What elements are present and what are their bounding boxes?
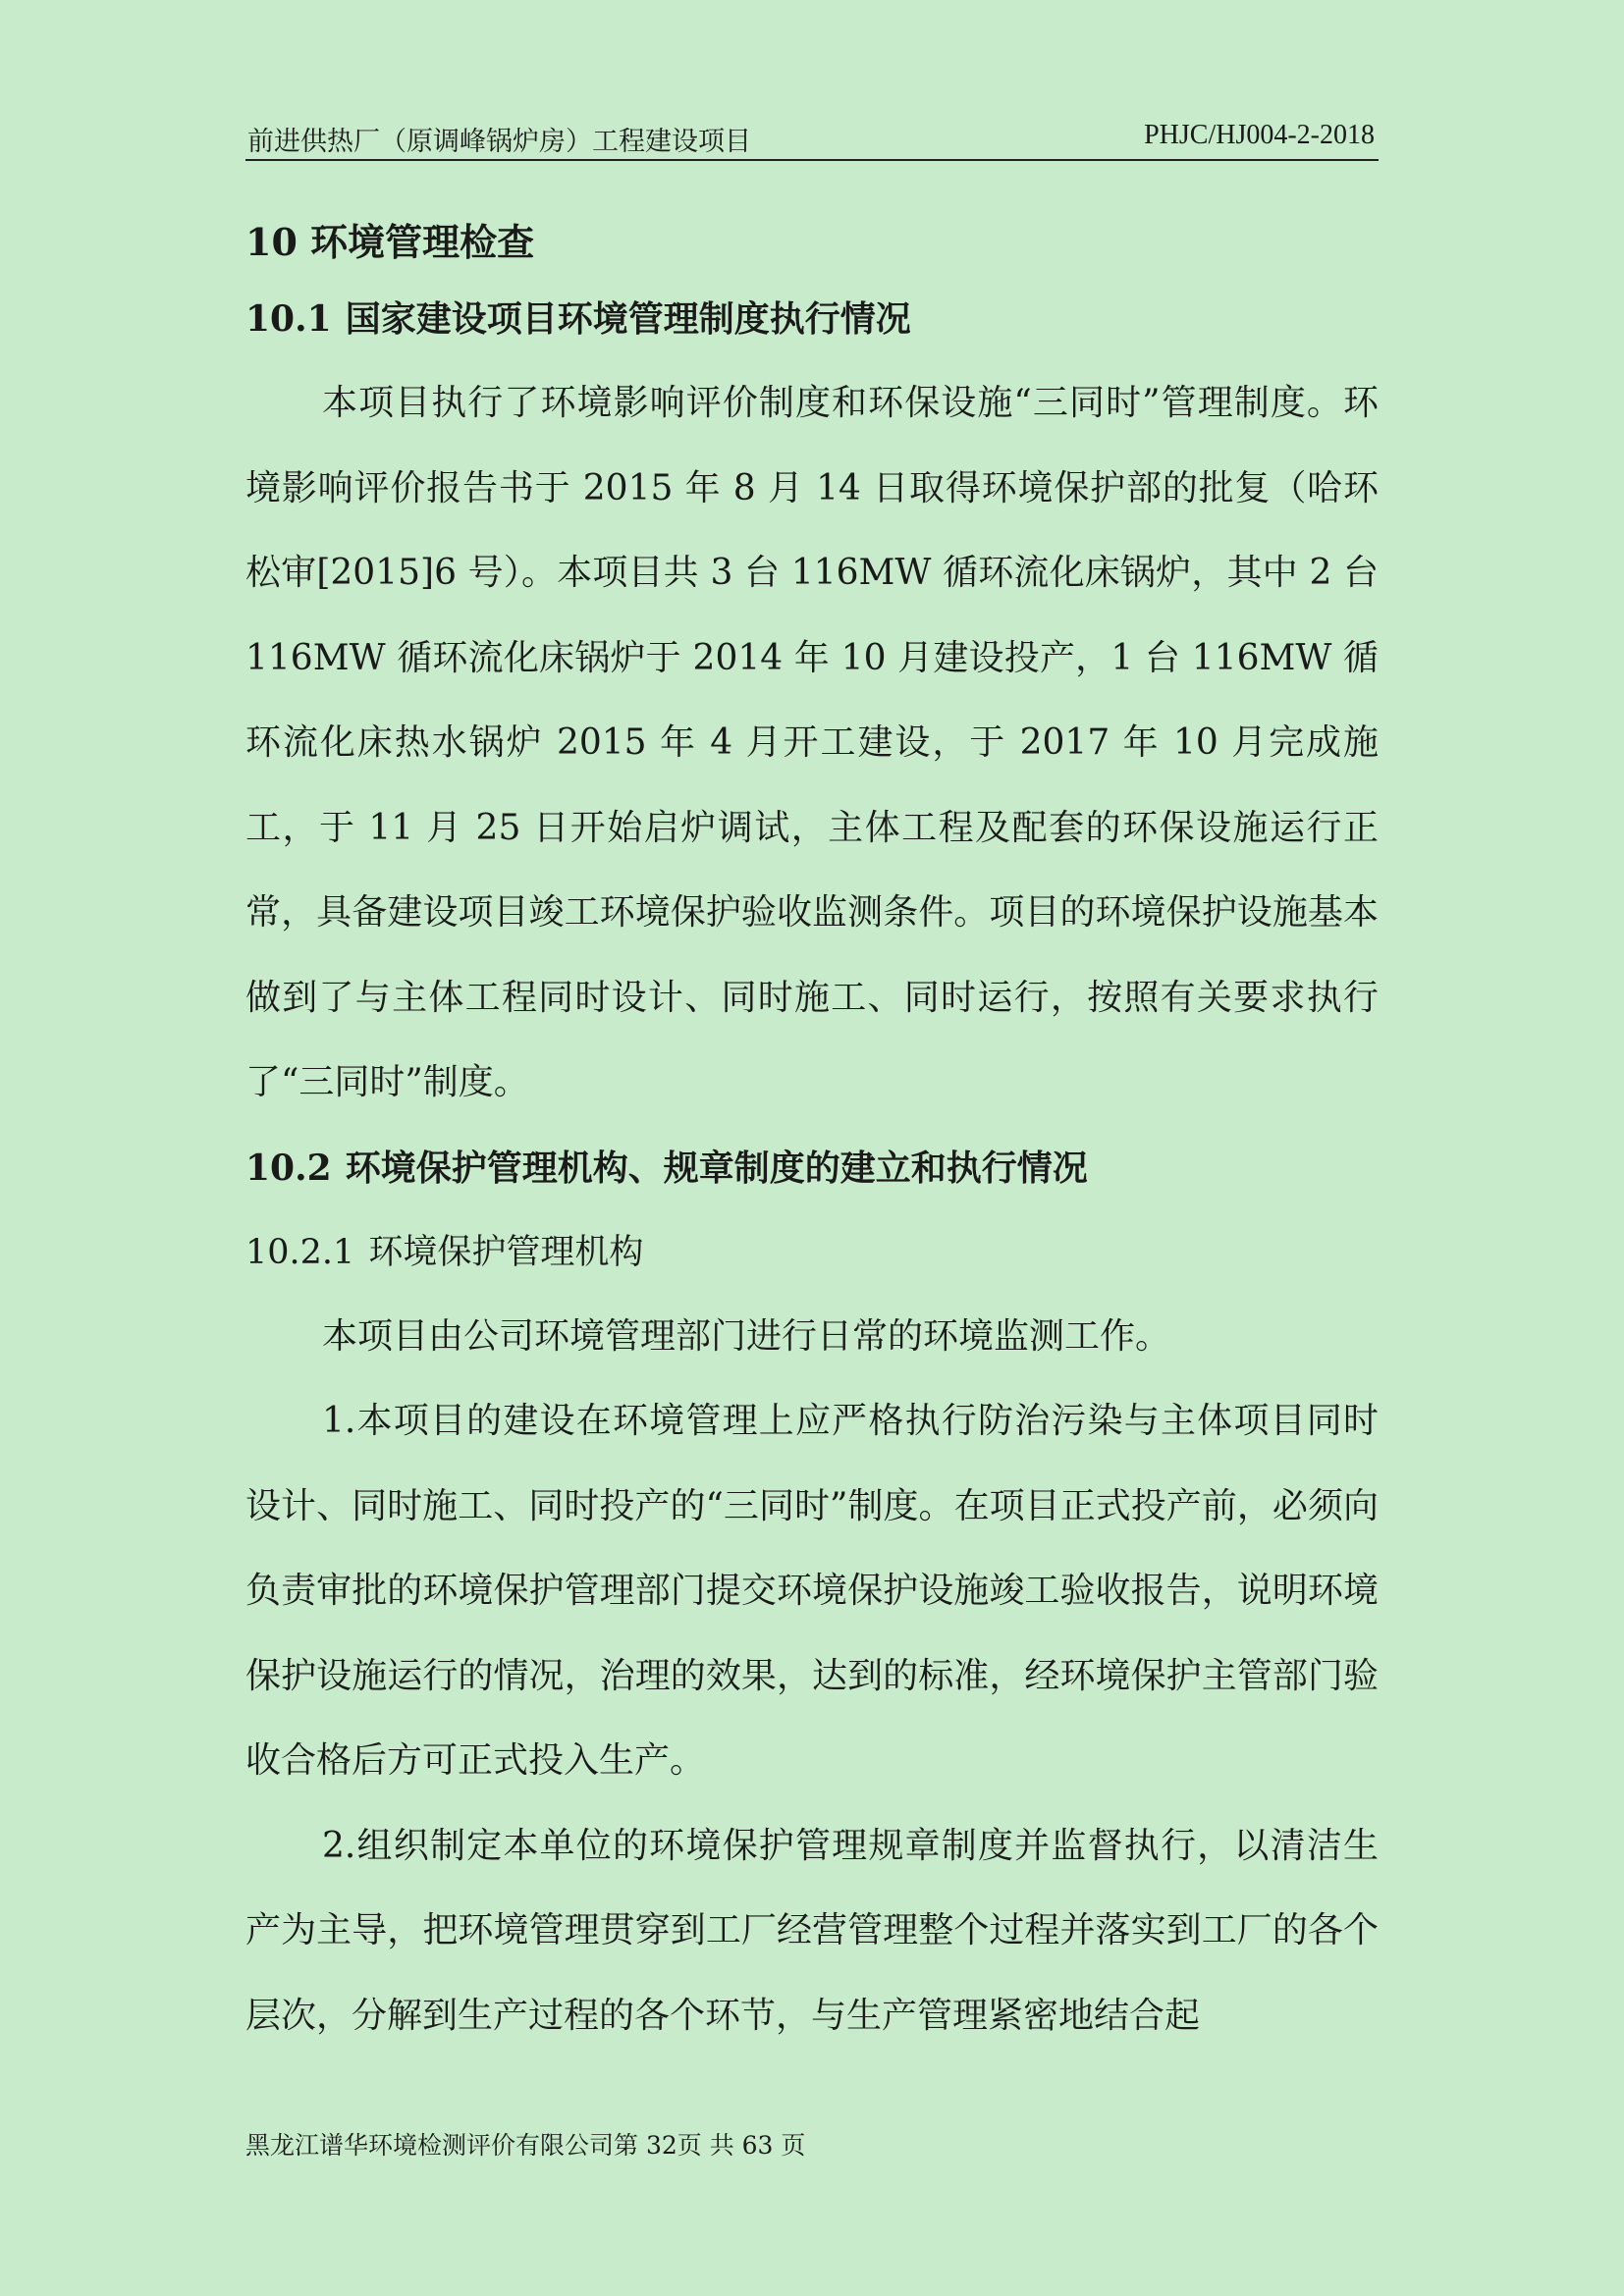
section-title: 10 环境管理检查 xyxy=(245,220,535,264)
paragraph-10-2-1-item-1: 1.本项目的建设在环境管理上应严格执行防治污染与主体项目同时设计、同时施工、同时投产的“三同时”制度。在项目正式投产前，必须向负责审批的环境保护管理部门提交环境保护设施竣工验收报告，说明环境保护设施运行的情况，治理的效果，达到的标准，经环境保护主管部门验收合格后方可正式投入生产。 xyxy=(245,1401,1379,1781)
subsection-10-2-heading xyxy=(245,1126,1379,1210)
paragraph-10-2-1-intro: 本项目由公司环境管理部门进行日常的环境监测工作。 xyxy=(322,1315,1171,1357)
header-project-title: 前进供热厂（原调峰锅炉房）工程建设项目 xyxy=(247,127,751,157)
page-header xyxy=(245,114,1379,161)
subsection-number: 10.2.1 xyxy=(245,1232,355,1272)
subsection-title: 环境保护管理机构、规章制度的建立和执行情况 xyxy=(345,1147,1088,1189)
subsection-title: 环境保护管理机构 xyxy=(368,1232,644,1272)
subsection-10-2-1-heading xyxy=(245,1210,1379,1295)
subsection-number: 10.2 xyxy=(245,1147,332,1189)
subsection-10-1-heading xyxy=(245,277,1379,361)
document-body xyxy=(245,208,1379,2058)
paragraph-10-1: 本项目执行了环境影响评价制度和环保设施“三同时”管理制度。环境影响评价报告书于 2015 年 8 月 14 日取得环境保护部的批复（哈环松审[2015]6 号）。本项目共 3 台 116MW 循环流化床锅炉，其中 2 台 116MW 循环流化床锅炉于 2014 年 10 月建设投产，1 台 116MW 循环流化床热水锅炉 2015 年 4 月开工建设，于 2017 年 10 月完成施工，于 11 月 25 日开始启炉调试，主体工程及配套的环保设施运行正常，具备建设项目竣工环境保护验收监测条件。项目的环境保护设施基本做到了与主体工程同时设计、同时施工、同时运行，按照有关要求执行了“三同时”制度。 xyxy=(245,383,1379,1102)
header-document-code: PHJC/HJ004-2-2018 xyxy=(1144,120,1375,150)
page-footer: 黑龙江谱华环境检测评价有限公司第 32页 共 63 页 xyxy=(245,2131,806,2160)
subsection-number: 10.1 xyxy=(245,298,332,340)
subsection-title: 国家建设项目环境管理制度执行情况 xyxy=(345,298,911,340)
paragraph-10-2-1-item-2: 2.组织制定本单位的环境保护管理规章制度并监督执行，以清洁生产为主导，把环境管理贯穿到工厂经营管理整个过程并落实到工厂的各个层次，分解到生产过程的各个环节，与生产管理紧密地结合起 xyxy=(245,1825,1379,2036)
